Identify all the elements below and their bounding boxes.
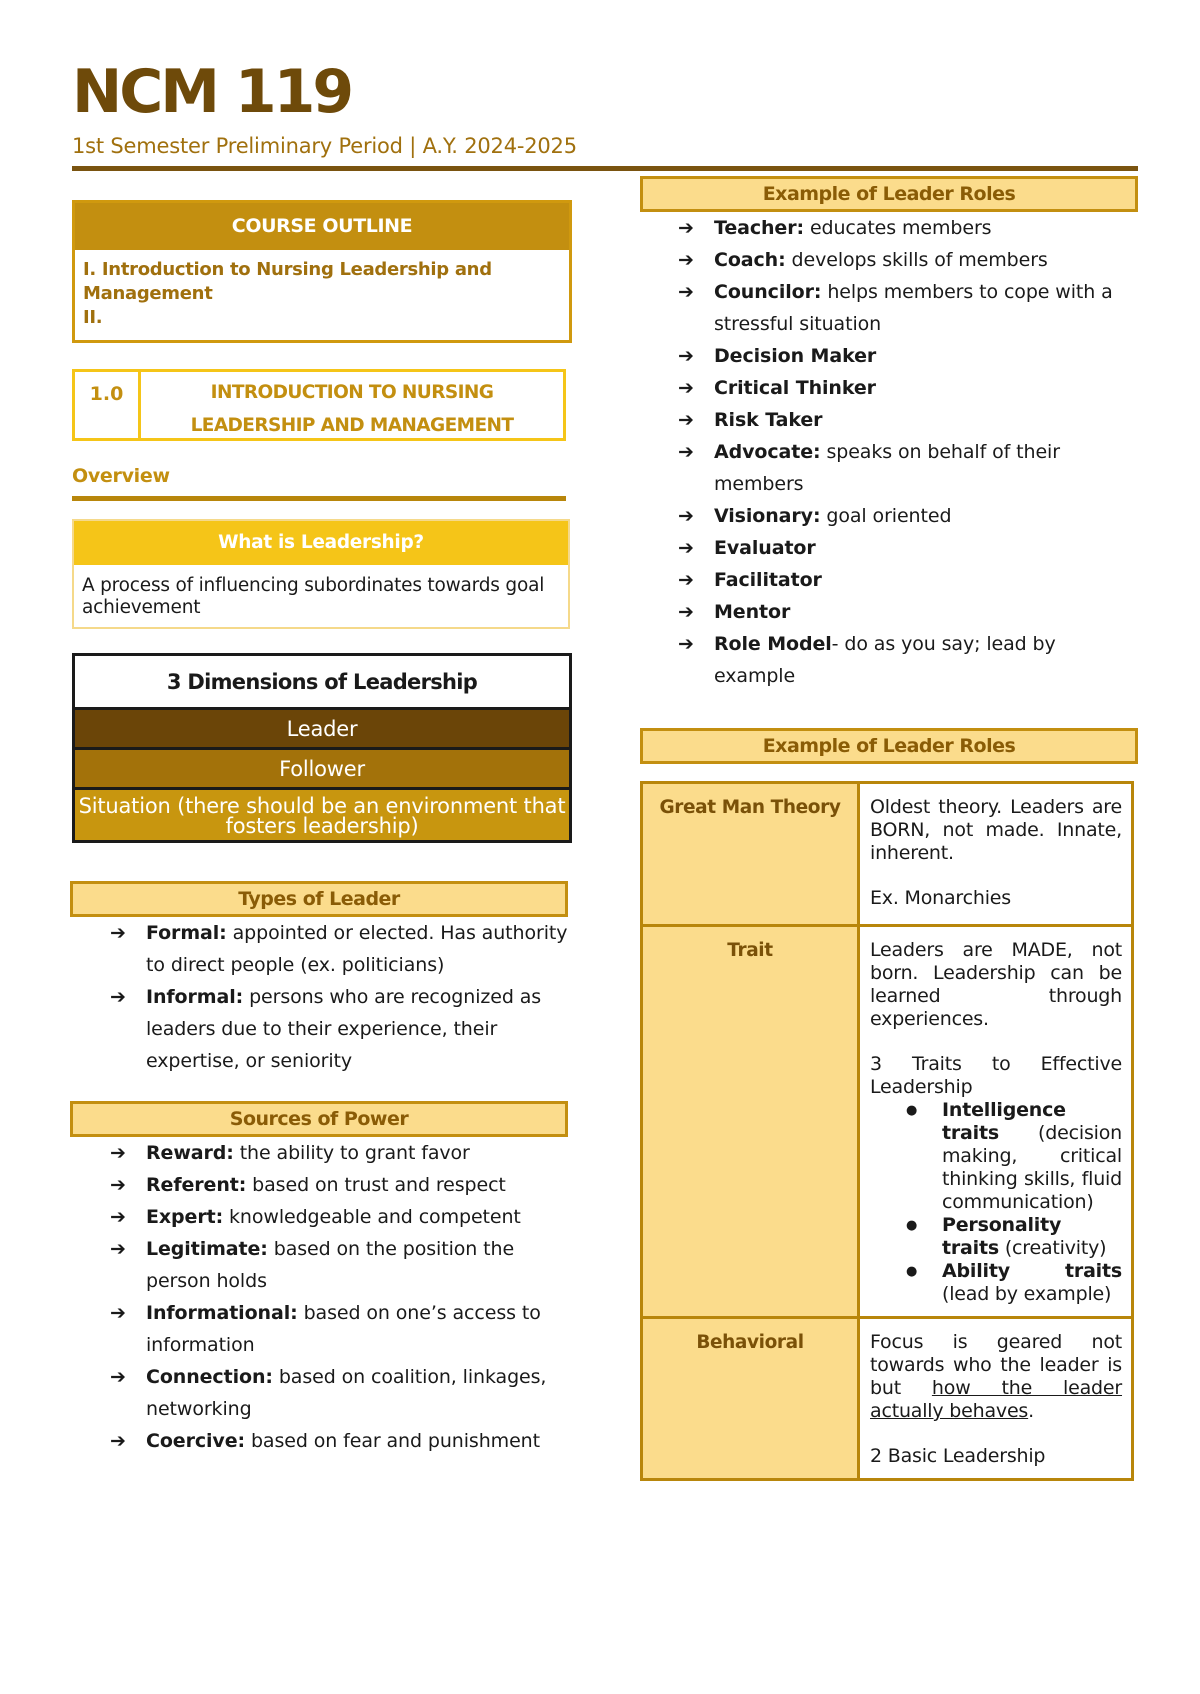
list-item-term: Legitimate: <box>146 1238 268 1260</box>
course-outline-list <box>75 250 569 340</box>
theory-text-part: Focus is geared not towards who the leader is but <box>870 1331 1122 1399</box>
list-item <box>72 1361 570 1425</box>
leader-roles-list <box>640 212 1138 692</box>
bullet-item <box>942 1099 1122 1214</box>
list-item-term: Expert: <box>146 1206 224 1228</box>
leadership-definition-box <box>72 519 570 629</box>
list-item-desc: the ability to grant favor <box>233 1142 470 1164</box>
list-item <box>72 1201 570 1233</box>
list-item-term: Teacher: <box>714 217 804 239</box>
list-item <box>640 276 1138 340</box>
course-outline-item: I. Introduction to Nursing Leadership and Management <box>83 259 492 304</box>
list-item <box>640 564 1138 596</box>
theory-name: Trait <box>642 926 859 1318</box>
course-outline-heading: COURSE OUTLINE <box>75 203 569 250</box>
arrow-icon: ➔ <box>678 601 694 623</box>
list-item-desc: based on trust and respect <box>246 1174 506 1196</box>
section-number: 1.0 <box>75 372 141 438</box>
arrow-icon: ➔ <box>678 569 694 591</box>
course-outline-box <box>72 200 572 343</box>
list-item-term: Informal: <box>146 986 244 1008</box>
arrow-icon: ➔ <box>678 281 694 303</box>
list-item-desc: speaks on behalf of their members <box>714 441 1060 495</box>
arrow-icon: ➔ <box>110 986 126 1008</box>
document-title: NCM 119 <box>72 57 352 127</box>
list-item <box>640 372 1138 404</box>
list-item-desc: - do as you say; lead by example <box>714 633 1056 687</box>
leadership-theories-table <box>640 781 1134 1481</box>
arrow-icon: ➔ <box>678 345 694 367</box>
list-item-term: Evaluator <box>714 537 816 559</box>
list-item-term: Facilitator <box>714 569 822 591</box>
bullet-desc: (creativity) <box>998 1237 1107 1259</box>
table-row <box>642 926 1133 1318</box>
list-item-term: Critical Thinker <box>714 377 876 399</box>
list-item <box>640 596 1138 628</box>
dimension-row: Follower <box>75 750 569 790</box>
theory-text-underlined: how the leader actually behaves <box>870 1377 1123 1422</box>
section-title-line: INTRODUCTION TO NURSING <box>210 382 494 403</box>
bullet-term: Ability traits <box>942 1260 1122 1282</box>
document-subtitle: 1st Semester Preliminary Period | A.Y. 2024-2025 <box>72 134 577 158</box>
list-item-term: Risk Taker <box>714 409 823 431</box>
arrow-icon: ➔ <box>110 1366 126 1388</box>
arrow-icon: ➔ <box>110 1206 126 1228</box>
arrow-icon: ➔ <box>110 1430 126 1452</box>
left-column <box>72 200 570 1457</box>
dimension-row: Situation (there should be an environment that fosters leadership) <box>75 790 569 840</box>
section-header <box>72 369 566 441</box>
course-outline-item: II. <box>83 307 103 328</box>
list-item-desc: helps members to cope with a stressful situation <box>714 281 1113 335</box>
section-title-line: LEADERSHIP AND MANAGEMENT <box>190 415 514 436</box>
list-item <box>72 1169 570 1201</box>
types-of-leader-heading: Types of Leader <box>70 881 568 917</box>
arrow-icon: ➔ <box>678 441 694 463</box>
overview-divider <box>72 496 566 501</box>
list-item <box>72 1233 570 1297</box>
list-item <box>640 500 1138 532</box>
list-item-term: Coercive: <box>146 1430 245 1452</box>
theory-description <box>859 926 1133 1318</box>
list-item-desc: based on one’s access to information <box>146 1302 541 1356</box>
arrow-icon: ➔ <box>678 633 694 655</box>
theory-description <box>859 1318 1133 1480</box>
dimensions-table <box>72 653 572 843</box>
list-item-term: Mentor <box>714 601 791 623</box>
bullet-term: Intelligence traits <box>942 1099 1066 1144</box>
bullet-desc: (lead by example) <box>942 1283 1112 1305</box>
list-item <box>640 404 1138 436</box>
arrow-icon: ➔ <box>678 409 694 431</box>
list-item-term: Formal: <box>146 922 227 944</box>
theory-name: Behavioral <box>642 1318 859 1480</box>
list-item-term: Coach: <box>714 249 786 271</box>
dimension-row: Leader <box>75 710 569 750</box>
list-item-desc: persons who are recognized as leaders due to their experience, their expertise, or seniority <box>146 986 542 1072</box>
list-item <box>640 436 1138 500</box>
list-item-term: Reward: <box>146 1142 234 1164</box>
arrow-icon: ➔ <box>678 249 694 271</box>
arrow-icon: ➔ <box>110 1238 126 1260</box>
list-item-term: Advocate: <box>714 441 821 463</box>
theory-text <box>870 1331 1122 1423</box>
list-item-desc: develops skills of members <box>785 249 1048 271</box>
list-item-term: Informational: <box>146 1302 298 1324</box>
arrow-icon: ➔ <box>110 1174 126 1196</box>
list-item-desc: appointed or elected. Has authority to direct people (ex. politicians) <box>146 922 568 976</box>
types-of-leader-list <box>72 917 570 1077</box>
list-item-desc: knowledgeable and competent <box>223 1206 521 1228</box>
trait-bullet-list <box>870 1099 1122 1306</box>
header-divider <box>72 166 1138 171</box>
list-item <box>640 212 1138 244</box>
list-item <box>72 981 570 1077</box>
section-title <box>141 372 563 438</box>
sources-of-power-list <box>72 1137 570 1457</box>
leader-roles-heading: Example of Leader Roles <box>640 176 1138 212</box>
theory-subheading: 2 Basic Leadership <box>870 1445 1046 1467</box>
arrow-icon: ➔ <box>110 1142 126 1164</box>
table-row <box>642 783 1133 926</box>
dimensions-heading: 3 Dimensions of Leadership <box>75 656 569 710</box>
list-item-term: Councilor: <box>714 281 822 303</box>
list-item <box>640 628 1138 692</box>
theory-text: Leaders are MADE, not born. Leadership can be learned through experiences. <box>870 939 1122 1030</box>
list-item <box>72 1137 570 1169</box>
list-item <box>640 244 1138 276</box>
definition-heading: What is Leadership? <box>74 521 568 565</box>
arrow-icon: ➔ <box>678 505 694 527</box>
list-item-term: Visionary: <box>714 505 821 527</box>
table-row <box>642 1318 1133 1480</box>
theory-name: Great Man Theory <box>642 783 859 926</box>
bullet-desc: (decision making, critical thinking skills, fluid communication) <box>942 1122 1122 1213</box>
arrow-icon: ➔ <box>678 377 694 399</box>
list-item-term: Role Model <box>714 633 832 655</box>
theory-text-part: . <box>1028 1400 1034 1422</box>
list-item-term: Connection: <box>146 1366 273 1388</box>
list-item-term: Decision Maker <box>714 345 877 367</box>
bullet-item <box>942 1260 1122 1306</box>
arrow-icon: ➔ <box>110 1302 126 1324</box>
list-item <box>640 340 1138 372</box>
theory-text: Oldest theory. Leaders are BORN, not made. Innate, inherent. <box>870 796 1122 864</box>
theory-example: Ex. Monarchies <box>870 887 1011 909</box>
list-item <box>72 1297 570 1361</box>
theories-heading: Example of Leader Roles <box>640 728 1138 764</box>
arrow-icon: ➔ <box>110 922 126 944</box>
list-item <box>72 1425 570 1457</box>
arrow-icon: ➔ <box>678 537 694 559</box>
sources-of-power-heading: Sources of Power <box>70 1101 568 1137</box>
bullet-term: Personality traits <box>942 1214 1062 1259</box>
list-item-term: Referent: <box>146 1174 247 1196</box>
theory-subheading: 3 Traits to Effective Leadership <box>870 1053 1122 1098</box>
definition-text: A process of influencing subordinates towards goal achievement <box>82 575 545 618</box>
overview-heading: Overview <box>72 465 170 487</box>
bullet-item <box>942 1214 1122 1260</box>
list-item-desc: based on coalition, linkages, networking <box>146 1366 547 1420</box>
arrow-icon: ➔ <box>678 217 694 239</box>
theory-description <box>859 783 1133 926</box>
list-item-desc: educates members <box>804 217 992 239</box>
list-item-desc: based on the position the person holds <box>146 1238 515 1292</box>
list-item-desc: goal oriented <box>820 505 952 527</box>
list-item <box>640 532 1138 564</box>
right-column <box>640 176 1138 1481</box>
list-item <box>72 917 570 981</box>
list-item-desc: based on fear and punishment <box>245 1430 540 1452</box>
